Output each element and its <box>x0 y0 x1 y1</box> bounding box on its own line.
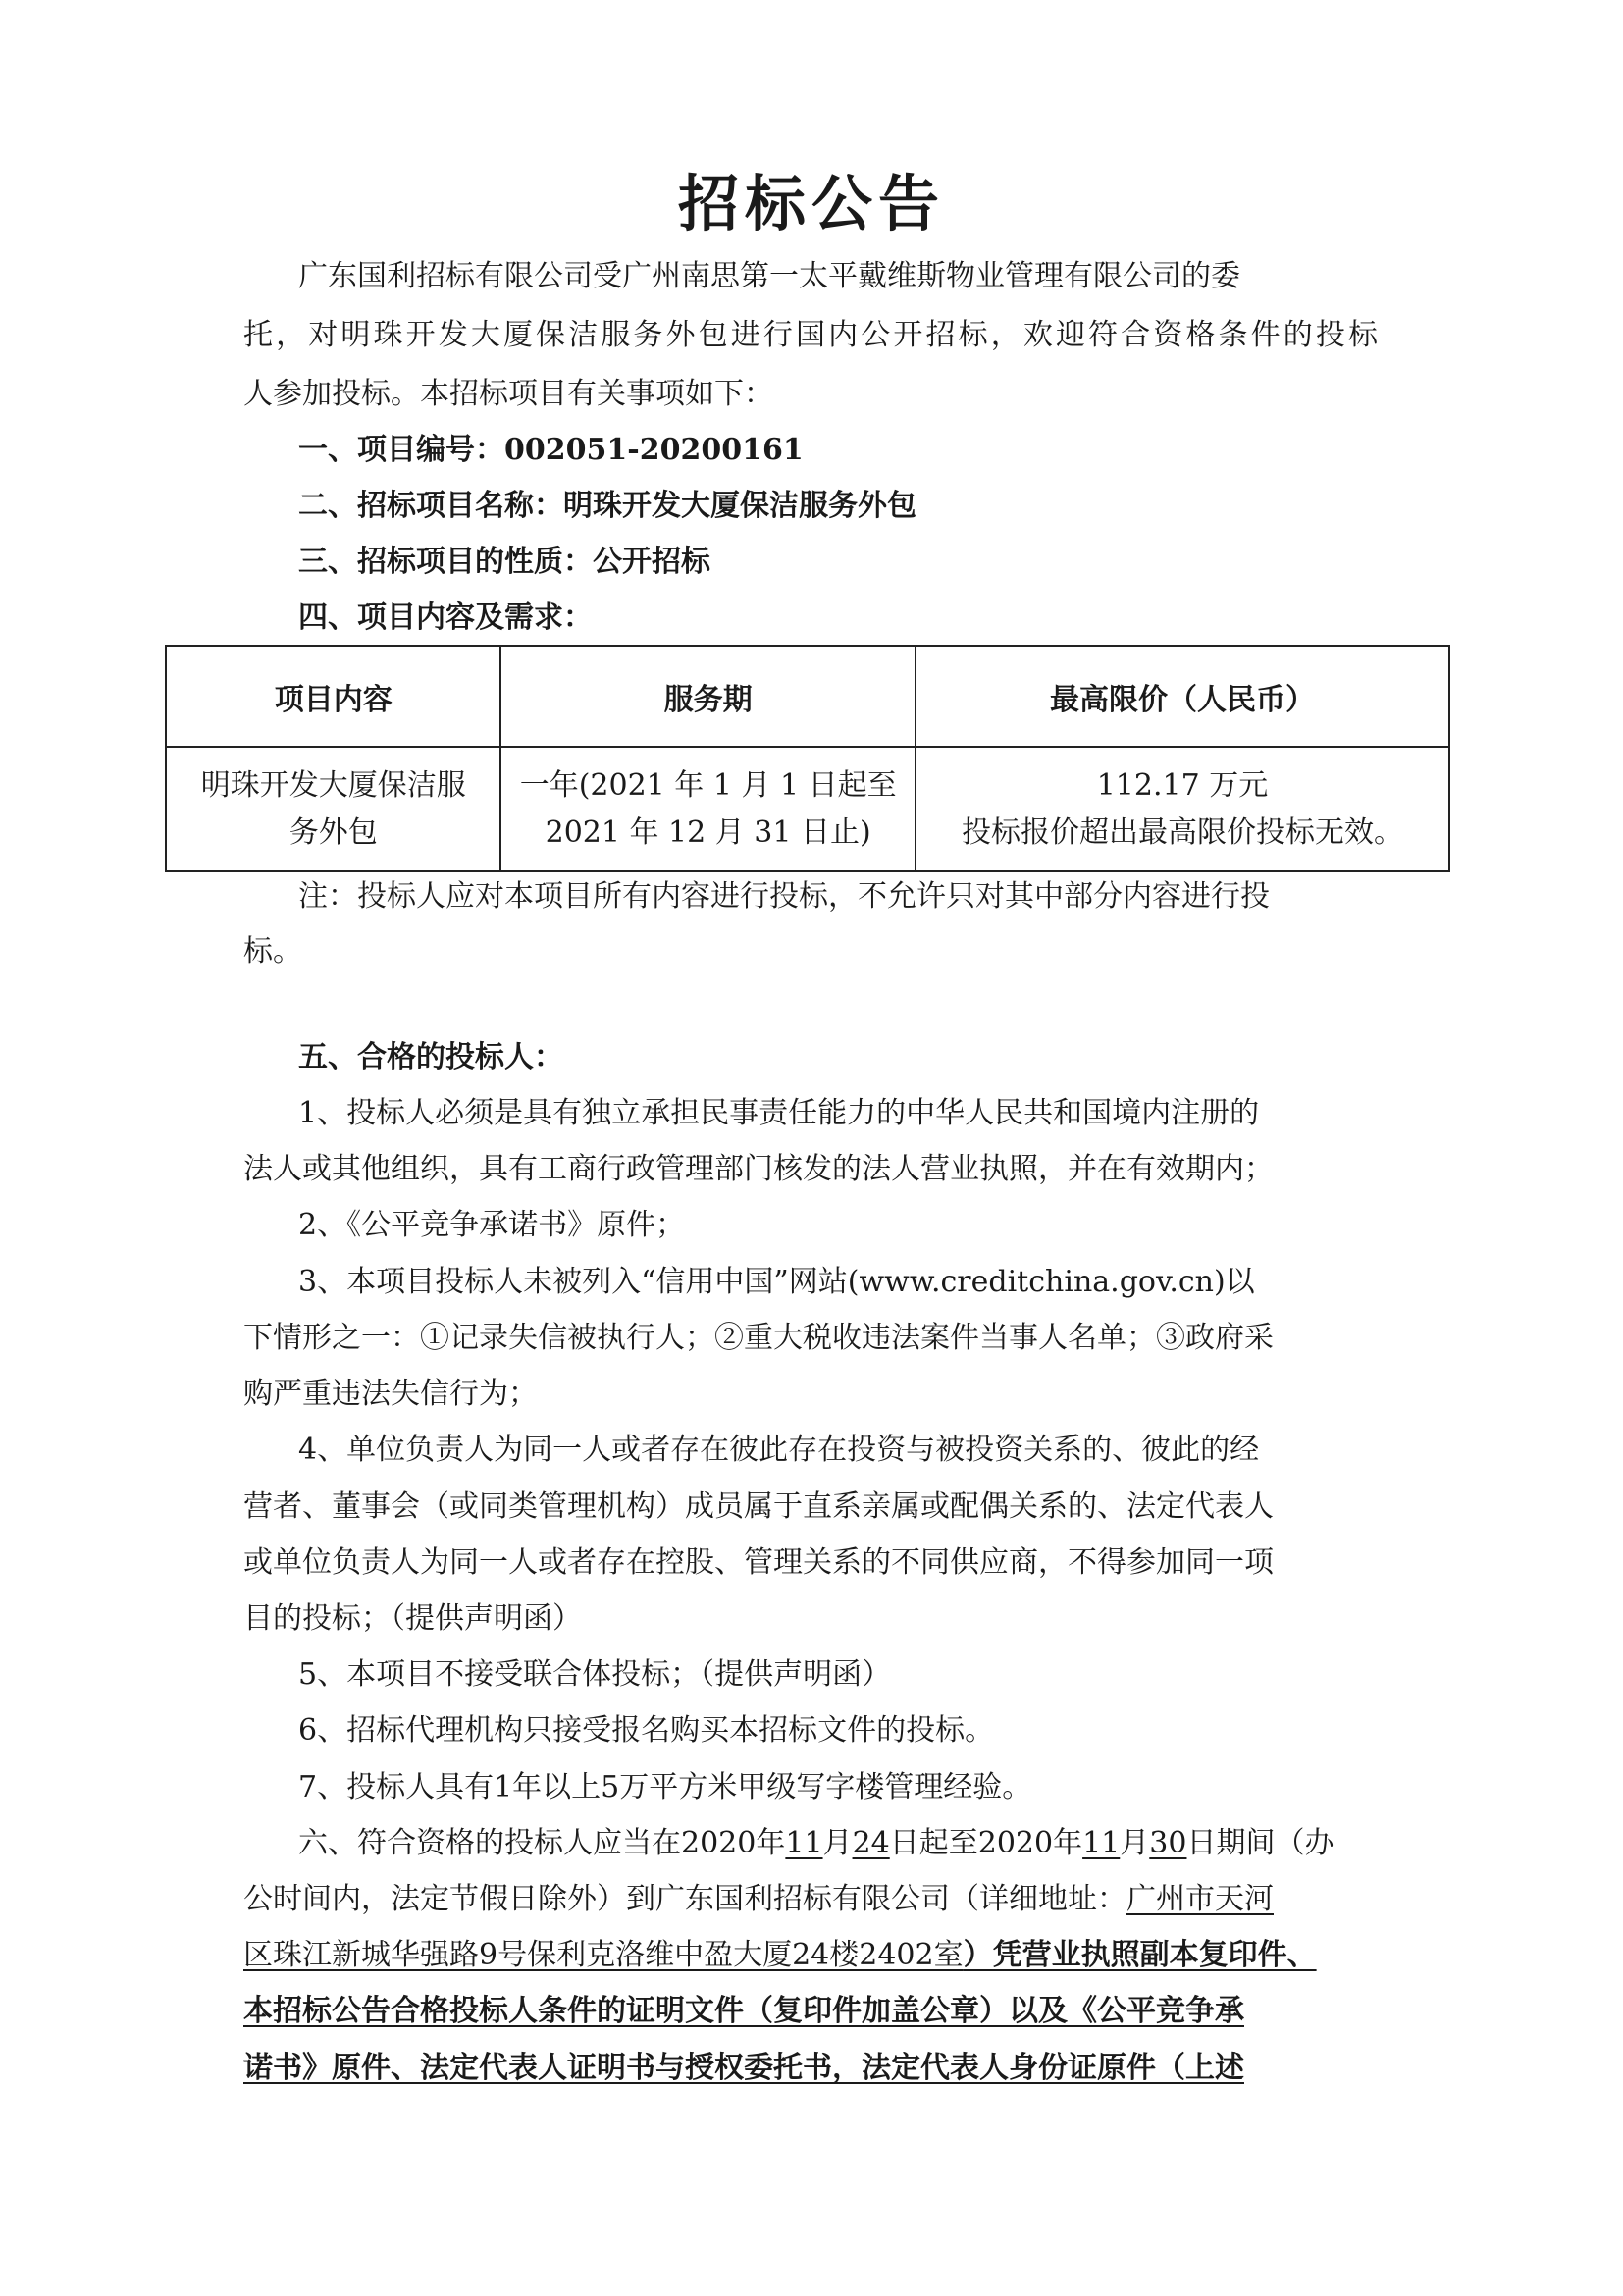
page-title: 招标公告 <box>677 168 945 239</box>
item-project-name: 二、招标项目名称：明珠开发大厦保洁服务外包 <box>298 489 916 523</box>
note-line-1: 注：投标人应对本项目所有内容进行投标，不允许只对其中部分内容进行投 <box>298 879 1270 913</box>
cell-price <box>916 747 1449 871</box>
s6-line-1 <box>298 1822 1334 1865</box>
s5-p4-line-1: 4、单位负责人为同一人或者存在彼此存在投资与被投资关系的、彼此的经 <box>298 1433 1260 1467</box>
s5-p1-line-2: 法人或其他组织，具有工商行政管理部门核发的法人营业执照，并在有效期内； <box>243 1152 1274 1186</box>
s5-p4-line-4: 目的投标；（提供声明函） <box>243 1601 582 1636</box>
s6-line-5 <box>243 2047 1244 2090</box>
s6-l1-d: 月 <box>1120 1826 1150 1860</box>
item-project-nature: 三、招标项目的性质：公开招标 <box>298 545 710 579</box>
s5-p3-line-3: 购严重违法失信行为； <box>243 1377 538 1411</box>
s5-p4-line-2: 营者、董事会（或同类管理机构）成员属于直系亲属或配偶关系的、法定代表人 <box>243 1489 1274 1524</box>
s5-p7: 7、投标人具有1年以上5万平方米甲级写字楼管理经验。 <box>298 1770 1032 1804</box>
s5-p4-line-3: 或单位负责人为同一人或者存在控股、管理关系的不同供应商，不得参加同一项 <box>243 1545 1274 1580</box>
cell-price-line-1: 112.17 万元 <box>1096 767 1269 803</box>
cell-period <box>500 747 915 871</box>
item-project-content: 四、项目内容及需求： <box>298 600 593 635</box>
intro-line-2: 托，对明珠开发大厦保洁服务外包进行国内公开招标，欢迎符合资格条件的投标 <box>243 318 1378 352</box>
item-project-number: 一、项目编号：002051-20200161 <box>298 433 804 467</box>
section5-heading: 五、合格的投标人： <box>298 1040 563 1074</box>
table-header-row <box>166 646 1449 747</box>
s6-line-3 <box>243 1934 1317 1977</box>
table-header-period: 服务期 <box>500 646 915 747</box>
s6-l1-e: 日期间（办 <box>1186 1826 1335 1860</box>
s6-l1-a: 六、符合资格的投标人应当在2020年 <box>298 1826 786 1860</box>
table-row <box>166 747 1449 871</box>
note-line-2: 标。 <box>243 934 302 968</box>
s6-l4: 本招标公告合格投标人条件的证明文件（复印件加盖公章）以及《公平竞争承 <box>243 1994 1244 2028</box>
cell-period-line-2: 2021 年 12 月 31 日止) <box>545 814 871 850</box>
s5-p3-line-2: 下情形之一：①记录失信被执行人；②重大税收违法案件当事人名单；③政府采 <box>243 1321 1274 1355</box>
s6-l1-month-2: 11 <box>1082 1826 1121 1860</box>
s6-line-2 <box>243 1878 1274 1921</box>
s6-l1-b: 月 <box>822 1826 853 1860</box>
intro-line-3: 人参加投标。本招标项目有关事项如下： <box>243 377 773 411</box>
s6-l1-day-2: 30 <box>1149 1826 1187 1860</box>
s6-l1-c: 日起至2020年 <box>889 1826 1083 1860</box>
intro-line-1: 广东国利招标有限公司受广州南思第一太平戴维斯物业管理有限公司的委 <box>298 259 1240 293</box>
s6-l2-address-start: 广州市天河 <box>1126 1882 1274 1916</box>
cell-period-line-1: 一年(2021 年 1 月 1 日起至 <box>519 767 897 803</box>
s5-p2: 2、《公平竞争承诺书》原件； <box>298 1208 686 1242</box>
cell-content <box>166 747 500 871</box>
cell-content-line-2: 务外包 <box>288 814 378 850</box>
s5-p5: 5、本项目不接受联合体投标；（提供声明函） <box>298 1657 892 1692</box>
s5-p6: 6、招标代理机构只接受报名购买本招标文件的投标。 <box>298 1713 995 1748</box>
s6-l5: 诺书》原件、法定代表人证明书与授权委托书，法定代表人身份证原件（上述 <box>243 2051 1244 2085</box>
s6-l2-a: 公时间内，法定节假日除外）到广东国利招标有限公司（详细地址： <box>243 1882 1126 1916</box>
s6-l1-month-1: 11 <box>785 1826 823 1860</box>
requirements-table <box>165 645 1450 872</box>
s5-p3-line-1: 3、本项目投标人未被列入“信用中国”网站(www.creditchina.gov.cn)以 <box>298 1265 1255 1299</box>
s6-line-4 <box>243 1990 1244 2033</box>
cell-price-line-2: 投标报价超出最高限价投标无效。 <box>961 814 1403 850</box>
s6-l1-day-1: 24 <box>852 1826 890 1860</box>
s6-l3-address: 区珠江新城华强路9号保利克洛维中盈大厦24楼2402室 <box>243 1938 964 1972</box>
cell-content-line-1: 明珠开发大厦保洁服 <box>200 767 466 803</box>
table-header-content: 项目内容 <box>166 646 500 747</box>
s5-p1-line-1: 1、投标人必须是具有独立承担民事责任能力的中华人民共和国境内注册的 <box>298 1096 1260 1130</box>
s6-l3-b: ）凭营业执照副本复印件、 <box>963 1938 1317 1972</box>
table-header-price: 最高限价（人民币） <box>916 646 1449 747</box>
